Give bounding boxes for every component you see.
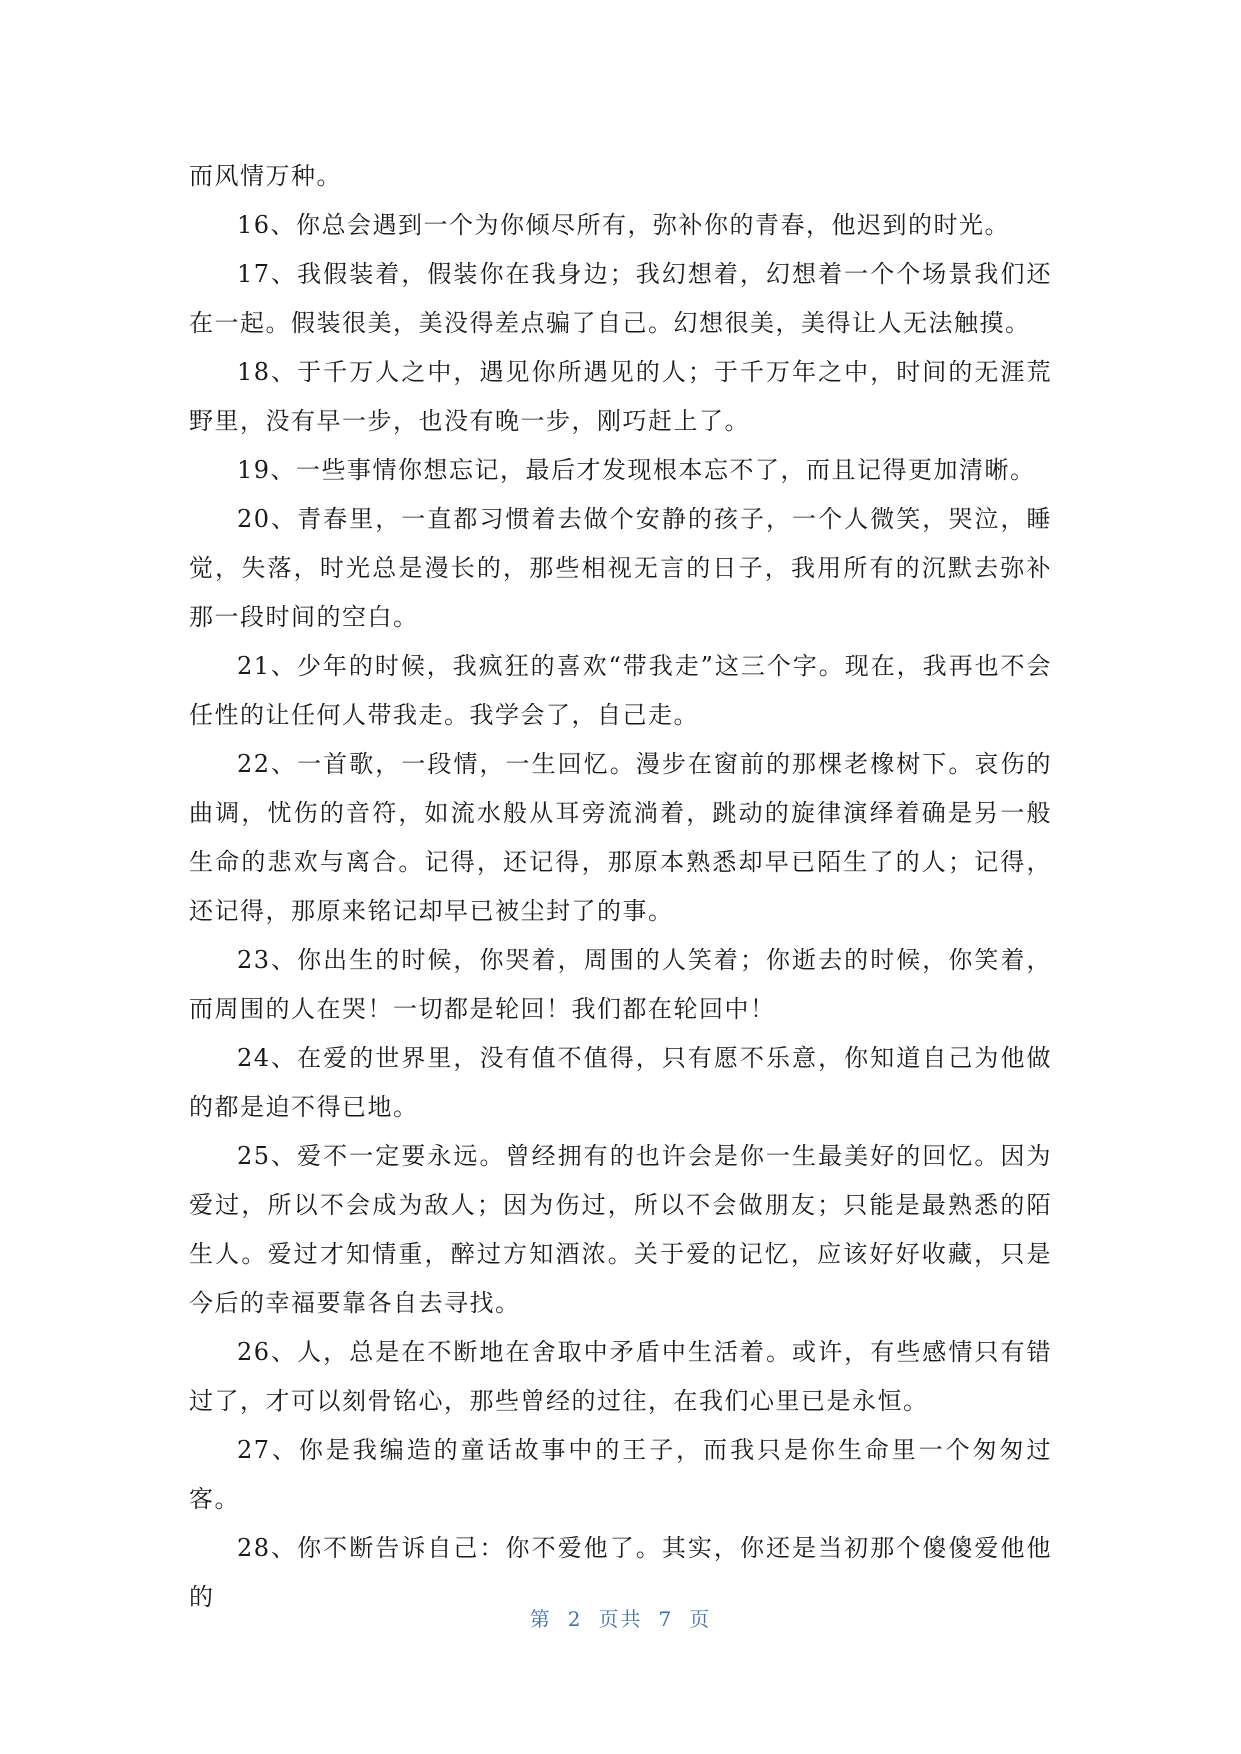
footer-page-word: 第 xyxy=(529,1607,552,1631)
footer-page-number: 2 xyxy=(567,1607,583,1631)
page-footer xyxy=(0,1603,1241,1632)
paragraph: 22、一首歌，一段情，一生回忆。漫步在窗前的那棵老橡树下。哀伤的曲调，忧伤的音符，如流水般从耳旁流淌着，跳动的旋律演绎着确是另一般生命的悲欢与离合。记得，还记得，那原本熟悉却早已陌生了的人；记得，还记得，那原来铭记却早已被尘封了的事。 xyxy=(189,750,1052,925)
paragraph: 25、爱不一定要永远。曾经拥有的也许会是你一生最美好的回忆。因为爱过，所以不会成为敌人；因为伤过，所以不会做朋友；只能是最熟悉的陌生人。爱过才知情重，醉过方知酒浓。关于爱的记忆，应该好好收藏，只是今后的幸福要靠各自去寻找。 xyxy=(189,1142,1052,1317)
paragraph: 27、你是我编造的童话故事中的王子，而我只是你生命里一个匆匆过客。 xyxy=(189,1436,1052,1513)
paragraph: 18、于千万人之中，遇见你所遇见的人；于千万年之中，时间的无涯荒野里，没有早一步，也没有晚一步，刚巧赶上了。 xyxy=(189,358,1052,435)
footer-page-suffix: 页 xyxy=(689,1607,712,1631)
paragraph: 20、青春里，一直都习惯着去做个安静的孩子，一个人微笑，哭泣，睡觉，失落，时光总是漫长的，那些相视无言的日子，我用所有的沉默去弥补那一段时间的空白。 xyxy=(189,505,1052,631)
paragraph: 17、我假装着，假装你在我身边；我幻想着，幻想着一个个场景我们还在一起。假装很美，美没得差点骗了自己。幻想很美，美得让人无法触摸。 xyxy=(189,260,1052,337)
paragraph: 28、你不断告诉自己：你不爱他了。其实，你还是当初那个傻傻爱他他的 xyxy=(189,1534,1052,1611)
footer-total-pages: 7 xyxy=(658,1607,674,1631)
paragraph: 26、人，总是在不断地在舍取中矛盾中生活着。或许，有些感情只有错过了，才可以刻骨铭心，那些曾经的过往，在我们心里已是永恒。 xyxy=(189,1338,1052,1415)
paragraph: 而风情万种。 xyxy=(189,162,342,190)
document-body xyxy=(189,152,1052,1622)
paragraph: 16、你总会遇到一个为你倾尽所有，弥补你的青春，他迟到的时光。 xyxy=(237,211,1011,239)
footer-page-of-word: 页共 xyxy=(598,1607,643,1631)
paragraph: 24、在爱的世界里，没有值不值得，只有愿不乐意，你知道自己为他做的都是迫不得已地。 xyxy=(189,1044,1052,1121)
paragraph: 19、一些事情你想忘记，最后才发现根本忘不了，而且记得更加清晰。 xyxy=(237,456,1036,484)
paragraph: 23、你出生的时候，你哭着，周围的人笑着；你逝去的时候，你笑着，而周围的人在哭！一切都是轮回！我们都在轮回中！ xyxy=(189,946,1052,1023)
paragraph: 21、少年的时候，我疯狂的喜欢“带我走”这三个字。现在，我再也不会任性的让任何人带我走。我学会了，自己走。 xyxy=(189,652,1052,729)
